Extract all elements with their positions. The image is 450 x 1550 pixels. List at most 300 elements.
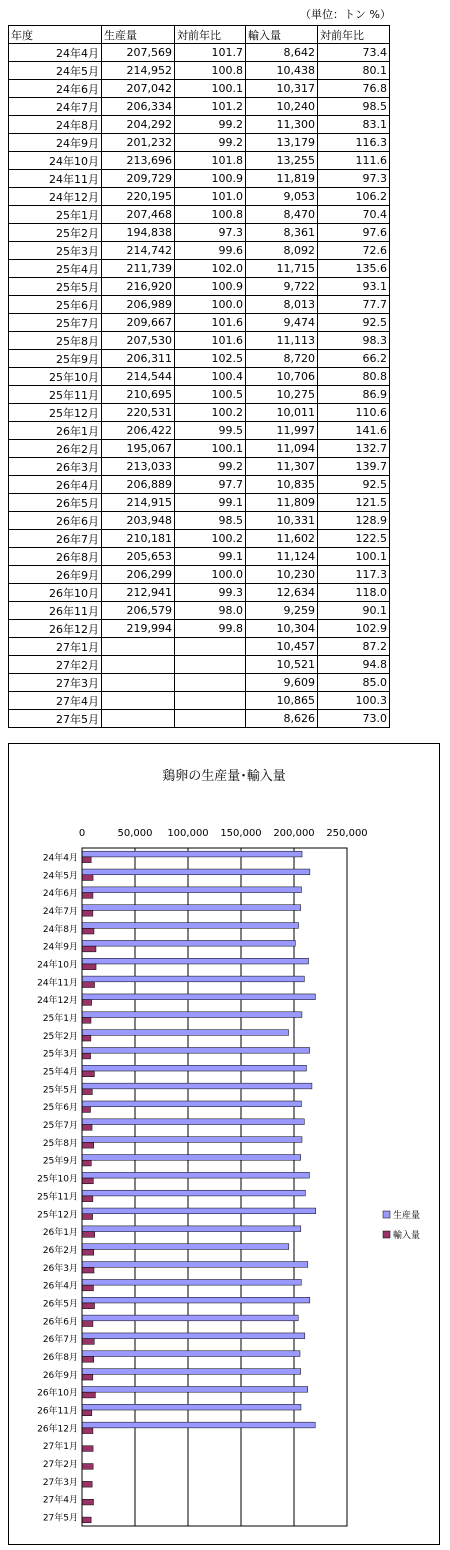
header-fiscal-month: 年度 bbox=[9, 26, 102, 44]
cell-month: 25年5月 bbox=[9, 278, 102, 296]
cell-production-yoy: 100.2 bbox=[175, 530, 246, 548]
cell-imports-yoy: 100.1 bbox=[318, 548, 390, 566]
table-row bbox=[9, 602, 390, 620]
cell-production: 206,422 bbox=[102, 422, 175, 440]
bar-production bbox=[82, 940, 295, 946]
table-row bbox=[9, 62, 390, 80]
table-row bbox=[9, 530, 390, 548]
cell-imports: 8,013 bbox=[246, 296, 318, 314]
cell-production bbox=[102, 692, 175, 710]
cell-imports: 10,331 bbox=[246, 512, 318, 530]
y-category-label: 27年1月 bbox=[42, 1442, 78, 1453]
cell-production: 220,195 bbox=[102, 188, 175, 206]
cell-imports-yoy: 117.3 bbox=[318, 566, 390, 584]
y-category-label: 25年9月 bbox=[42, 1156, 78, 1167]
table-row bbox=[9, 332, 390, 350]
legend bbox=[383, 1209, 420, 1241]
bar-imports bbox=[82, 964, 96, 970]
y-axis-labels bbox=[37, 851, 78, 1523]
bar-imports bbox=[82, 946, 96, 952]
header-production-yoy: 対前年比 bbox=[175, 26, 246, 44]
cell-imports-yoy: 77.7 bbox=[318, 296, 390, 314]
bar-imports bbox=[82, 982, 95, 988]
cell-month: 26年6月 bbox=[9, 512, 102, 530]
cell-production-yoy: 100.0 bbox=[175, 296, 246, 314]
bar-production bbox=[82, 1351, 300, 1357]
cell-imports-yoy: 86.9 bbox=[318, 386, 390, 404]
cell-month: 26年4月 bbox=[9, 476, 102, 494]
cell-production-yoy bbox=[175, 638, 246, 656]
cell-production-yoy: 99.2 bbox=[175, 458, 246, 476]
cell-imports: 10,438 bbox=[246, 62, 318, 80]
x-tick-label: 50,000 bbox=[117, 828, 153, 839]
cell-production-yoy: 99.2 bbox=[175, 134, 246, 152]
bar-production bbox=[82, 1047, 310, 1053]
cell-imports-yoy: 66.2 bbox=[318, 350, 390, 368]
chart-title: 鶏卵の生産量･輸入量 bbox=[162, 769, 286, 784]
x-tick-label: 100,000 bbox=[167, 828, 209, 839]
bar-production bbox=[82, 1422, 315, 1428]
cell-month: 26年1月 bbox=[9, 422, 102, 440]
y-category-label: 27年2月 bbox=[42, 1460, 78, 1471]
cell-production-yoy: 99.8 bbox=[175, 620, 246, 638]
bar-production bbox=[82, 1083, 312, 1089]
cell-imports-yoy: 106.2 bbox=[318, 188, 390, 206]
cell-production-yoy: 99.6 bbox=[175, 242, 246, 260]
bar-imports bbox=[82, 1018, 91, 1024]
cell-imports: 10,240 bbox=[246, 98, 318, 116]
table-row bbox=[9, 566, 390, 584]
table-row bbox=[9, 296, 390, 314]
bar-imports bbox=[82, 1160, 91, 1166]
y-category-label: 24年7月 bbox=[42, 906, 78, 917]
table-row bbox=[9, 512, 390, 530]
cell-production: 213,696 bbox=[102, 152, 175, 170]
table-row bbox=[9, 242, 390, 260]
bar-production bbox=[82, 1155, 301, 1161]
x-axis-ticks bbox=[79, 828, 368, 839]
table-body bbox=[9, 44, 390, 728]
cell-production-yoy: 102.0 bbox=[175, 260, 246, 278]
cell-production: 207,569 bbox=[102, 44, 175, 62]
cell-imports-yoy: 80.8 bbox=[318, 368, 390, 386]
cell-production: 195,067 bbox=[102, 440, 175, 458]
cell-production-yoy: 101.7 bbox=[175, 44, 246, 62]
header-imports-yoy: 対前年比 bbox=[318, 26, 390, 44]
bar-production bbox=[82, 1137, 302, 1143]
cell-production-yoy: 99.5 bbox=[175, 422, 246, 440]
cell-month: 26年7月 bbox=[9, 530, 102, 548]
cell-imports: 11,113 bbox=[246, 332, 318, 350]
cell-month: 26年10月 bbox=[9, 584, 102, 602]
cell-imports: 8,642 bbox=[246, 44, 318, 62]
cell-production-yoy bbox=[175, 710, 246, 728]
table-row bbox=[9, 620, 390, 638]
y-category-label: 24年10月 bbox=[37, 960, 78, 971]
cell-production: 210,181 bbox=[102, 530, 175, 548]
bar-production bbox=[82, 1012, 302, 1018]
cell-production: 206,311 bbox=[102, 350, 175, 368]
cell-imports: 9,259 bbox=[246, 602, 318, 620]
cell-production-yoy: 99.1 bbox=[175, 548, 246, 566]
bar-production bbox=[82, 1369, 301, 1375]
cell-month: 25年3月 bbox=[9, 242, 102, 260]
cell-production: 207,468 bbox=[102, 206, 175, 224]
table-row bbox=[9, 386, 390, 404]
cell-imports: 10,011 bbox=[246, 404, 318, 422]
cell-production: 214,544 bbox=[102, 368, 175, 386]
cell-month: 26年9月 bbox=[9, 566, 102, 584]
cell-imports: 13,255 bbox=[246, 152, 318, 170]
cell-month: 26年3月 bbox=[9, 458, 102, 476]
cell-production: 212,941 bbox=[102, 584, 175, 602]
y-category-label: 24年11月 bbox=[37, 978, 78, 989]
table-row bbox=[9, 494, 390, 512]
bar-imports bbox=[82, 1374, 93, 1380]
bar-imports bbox=[82, 1321, 93, 1327]
y-category-label: 27年5月 bbox=[42, 1513, 78, 1524]
cell-production-yoy: 102.5 bbox=[175, 350, 246, 368]
cell-month: 25年8月 bbox=[9, 332, 102, 350]
table-row bbox=[9, 476, 390, 494]
cell-production: 214,742 bbox=[102, 242, 175, 260]
table-row bbox=[9, 116, 390, 134]
bar-imports bbox=[82, 1071, 94, 1077]
cell-imports-yoy: 98.5 bbox=[318, 98, 390, 116]
bar-production bbox=[82, 887, 301, 893]
y-category-label: 24年4月 bbox=[42, 853, 78, 864]
cell-production: 206,299 bbox=[102, 566, 175, 584]
cell-month: 26年12月 bbox=[9, 620, 102, 638]
cell-month: 24年12月 bbox=[9, 188, 102, 206]
cell-production-yoy: 100.1 bbox=[175, 440, 246, 458]
cell-production-yoy: 100.4 bbox=[175, 368, 246, 386]
y-category-label: 25年8月 bbox=[42, 1138, 78, 1149]
cell-imports: 13,179 bbox=[246, 134, 318, 152]
cell-month: 27年1月 bbox=[9, 638, 102, 656]
cell-production: 204,292 bbox=[102, 116, 175, 134]
cell-production: 216,920 bbox=[102, 278, 175, 296]
cell-imports: 9,053 bbox=[246, 188, 318, 206]
cell-month: 26年8月 bbox=[9, 548, 102, 566]
cell-imports: 10,865 bbox=[246, 692, 318, 710]
cell-imports-yoy: 83.1 bbox=[318, 116, 390, 134]
cell-imports: 11,602 bbox=[246, 530, 318, 548]
cell-month: 27年3月 bbox=[9, 674, 102, 692]
table-row bbox=[9, 458, 390, 476]
y-category-label: 26年6月 bbox=[42, 1317, 78, 1328]
bar-production bbox=[82, 1244, 289, 1250]
cell-imports-yoy: 90.1 bbox=[318, 602, 390, 620]
bar-imports bbox=[82, 1107, 90, 1113]
table-row bbox=[9, 350, 390, 368]
table-row bbox=[9, 368, 390, 386]
cell-imports-yoy: 73.0 bbox=[318, 710, 390, 728]
cell-production: 213,033 bbox=[102, 458, 175, 476]
bar-production bbox=[82, 1279, 301, 1285]
cell-imports-yoy: 139.7 bbox=[318, 458, 390, 476]
table-row bbox=[9, 548, 390, 566]
bar-imports bbox=[82, 928, 94, 934]
bar-production bbox=[82, 1065, 306, 1071]
cell-imports: 10,706 bbox=[246, 368, 318, 386]
cell-imports: 11,124 bbox=[246, 548, 318, 566]
bar-production bbox=[82, 1119, 304, 1125]
table-row bbox=[9, 224, 390, 242]
cell-imports-yoy: 110.6 bbox=[318, 404, 390, 422]
legend-swatch bbox=[383, 1211, 390, 1218]
bar-imports bbox=[82, 1464, 93, 1470]
cell-production-yoy: 101.2 bbox=[175, 98, 246, 116]
cell-month: 27年2月 bbox=[9, 656, 102, 674]
cell-production-yoy: 101.6 bbox=[175, 332, 246, 350]
cell-month: 24年11月 bbox=[9, 170, 102, 188]
cell-production-yoy: 99.3 bbox=[175, 584, 246, 602]
cell-production: 194,838 bbox=[102, 224, 175, 242]
data-table bbox=[8, 25, 390, 728]
cell-month: 25年10月 bbox=[9, 368, 102, 386]
y-category-label: 25年1月 bbox=[42, 1014, 78, 1024]
bar-imports bbox=[82, 1232, 95, 1238]
bar-production bbox=[82, 1226, 301, 1232]
bar-imports bbox=[82, 1410, 92, 1416]
table-row bbox=[9, 692, 390, 710]
cell-imports-yoy: 141.6 bbox=[318, 422, 390, 440]
y-category-label: 26年5月 bbox=[42, 1299, 78, 1310]
unit-note: （単位：トン %） bbox=[300, 8, 391, 21]
cell-production: 210,695 bbox=[102, 386, 175, 404]
cell-month: 25年7月 bbox=[9, 314, 102, 332]
cell-month: 24年8月 bbox=[9, 116, 102, 134]
cell-production-yoy: 100.0 bbox=[175, 566, 246, 584]
cell-imports: 10,457 bbox=[246, 638, 318, 656]
cell-imports-yoy: 121.5 bbox=[318, 494, 390, 512]
cell-imports: 10,835 bbox=[246, 476, 318, 494]
table-row bbox=[9, 206, 390, 224]
cell-imports: 11,819 bbox=[246, 170, 318, 188]
cell-production-yoy bbox=[175, 674, 246, 692]
bar-chart bbox=[9, 744, 439, 1544]
bar-production bbox=[82, 1030, 289, 1036]
table-row bbox=[9, 656, 390, 674]
cell-production: 206,989 bbox=[102, 296, 175, 314]
cell-production: 205,653 bbox=[102, 548, 175, 566]
y-category-label: 26年9月 bbox=[42, 1370, 78, 1381]
cell-month: 24年4月 bbox=[9, 44, 102, 62]
cell-imports-yoy: 76.8 bbox=[318, 80, 390, 98]
bar-imports bbox=[82, 875, 93, 881]
cell-production-yoy: 98.0 bbox=[175, 602, 246, 620]
bar-production bbox=[82, 1333, 305, 1339]
cell-production-yoy: 99.1 bbox=[175, 494, 246, 512]
cell-imports: 10,304 bbox=[246, 620, 318, 638]
cell-month: 25年4月 bbox=[9, 260, 102, 278]
cell-production: 206,334 bbox=[102, 98, 175, 116]
y-category-label: 24年9月 bbox=[42, 942, 78, 953]
cell-imports: 11,809 bbox=[246, 494, 318, 512]
y-category-label: 25年12月 bbox=[37, 1210, 78, 1221]
x-tick-label: 200,000 bbox=[273, 828, 315, 839]
bar-imports bbox=[82, 910, 93, 916]
cell-production-yoy: 100.8 bbox=[175, 206, 246, 224]
y-category-label: 25年4月 bbox=[42, 1067, 78, 1078]
table-row bbox=[9, 170, 390, 188]
cell-production bbox=[102, 674, 175, 692]
table-row bbox=[9, 314, 390, 332]
cell-imports-yoy: 122.5 bbox=[318, 530, 390, 548]
bar-imports bbox=[82, 1428, 93, 1434]
cell-production-yoy: 97.3 bbox=[175, 224, 246, 242]
bar-imports bbox=[82, 1267, 94, 1273]
cell-month: 27年4月 bbox=[9, 692, 102, 710]
cell-production-yoy: 100.2 bbox=[175, 404, 246, 422]
table-header-row bbox=[9, 26, 390, 44]
bar-production bbox=[82, 923, 299, 929]
bar-imports bbox=[82, 1392, 95, 1398]
bar-production bbox=[82, 958, 309, 964]
header-production: 生産量 bbox=[102, 26, 175, 44]
cell-imports-yoy: 70.4 bbox=[318, 206, 390, 224]
y-category-label: 24年8月 bbox=[42, 924, 78, 935]
y-category-label: 24年12月 bbox=[37, 996, 78, 1007]
cell-imports: 10,230 bbox=[246, 566, 318, 584]
cell-month: 26年11月 bbox=[9, 602, 102, 620]
bar-imports bbox=[82, 1285, 93, 1291]
cell-production: 209,729 bbox=[102, 170, 175, 188]
cell-production-yoy: 99.2 bbox=[175, 116, 246, 134]
cell-production: 214,952 bbox=[102, 62, 175, 80]
y-category-label: 26年3月 bbox=[42, 1263, 78, 1274]
cell-production-yoy: 100.5 bbox=[175, 386, 246, 404]
bar-production bbox=[82, 994, 315, 1000]
bar-imports bbox=[82, 1446, 93, 1452]
table-row bbox=[9, 188, 390, 206]
cell-imports-yoy: 98.3 bbox=[318, 332, 390, 350]
bar-imports bbox=[82, 1142, 94, 1148]
cell-production: 211,739 bbox=[102, 260, 175, 278]
table-row bbox=[9, 674, 390, 692]
bar-imports bbox=[82, 1481, 92, 1487]
cell-imports-yoy: 116.3 bbox=[318, 134, 390, 152]
bar-production bbox=[82, 1190, 305, 1196]
y-category-label: 25年11月 bbox=[37, 1192, 78, 1203]
table-row bbox=[9, 422, 390, 440]
bar-imports bbox=[82, 857, 91, 863]
y-category-label: 25年5月 bbox=[42, 1085, 78, 1096]
cell-production bbox=[102, 710, 175, 728]
cell-imports: 9,474 bbox=[246, 314, 318, 332]
cell-month: 25年9月 bbox=[9, 350, 102, 368]
legend-label: 輸入量 bbox=[393, 1231, 421, 1241]
cell-month: 25年12月 bbox=[9, 404, 102, 422]
y-category-label: 26年10月 bbox=[37, 1388, 78, 1399]
cell-production-yoy: 101.0 bbox=[175, 188, 246, 206]
cell-imports-yoy: 92.5 bbox=[318, 314, 390, 332]
cell-production: 209,667 bbox=[102, 314, 175, 332]
cell-imports-yoy: 102.9 bbox=[318, 620, 390, 638]
cell-imports: 8,470 bbox=[246, 206, 318, 224]
cell-imports: 10,275 bbox=[246, 386, 318, 404]
table-row bbox=[9, 134, 390, 152]
y-category-label: 26年1月 bbox=[42, 1228, 78, 1239]
table-row bbox=[9, 638, 390, 656]
cell-imports-yoy: 73.4 bbox=[318, 44, 390, 62]
y-category-label: 25年7月 bbox=[42, 1121, 78, 1132]
cell-imports-yoy: 100.3 bbox=[318, 692, 390, 710]
cell-imports: 11,997 bbox=[246, 422, 318, 440]
cell-production: 220,531 bbox=[102, 404, 175, 422]
y-category-label: 27年4月 bbox=[42, 1495, 78, 1506]
bar-imports bbox=[82, 1249, 94, 1255]
table-row bbox=[9, 278, 390, 296]
cell-imports: 10,521 bbox=[246, 656, 318, 674]
y-category-label: 25年6月 bbox=[42, 1103, 78, 1114]
bar-production bbox=[82, 1262, 308, 1268]
y-category-label: 26年4月 bbox=[42, 1281, 78, 1292]
y-category-label: 26年2月 bbox=[42, 1245, 78, 1256]
table-row bbox=[9, 260, 390, 278]
cell-production-yoy: 101.8 bbox=[175, 152, 246, 170]
cell-imports-yoy: 132.7 bbox=[318, 440, 390, 458]
bar-production bbox=[82, 1386, 308, 1392]
cell-production-yoy: 97.7 bbox=[175, 476, 246, 494]
cell-production: 214,915 bbox=[102, 494, 175, 512]
cell-imports-yoy: 128.9 bbox=[318, 512, 390, 530]
table-row bbox=[9, 152, 390, 170]
bar-imports bbox=[82, 1196, 93, 1202]
cell-imports: 12,634 bbox=[246, 584, 318, 602]
cell-imports-yoy: 85.0 bbox=[318, 674, 390, 692]
cell-production: 207,042 bbox=[102, 80, 175, 98]
bar-production bbox=[82, 869, 310, 875]
bar-production bbox=[82, 1404, 301, 1410]
cell-month: 24年10月 bbox=[9, 152, 102, 170]
cell-imports-yoy: 111.6 bbox=[318, 152, 390, 170]
cell-imports: 8,361 bbox=[246, 224, 318, 242]
y-category-label: 25年3月 bbox=[42, 1049, 78, 1060]
bars bbox=[82, 851, 316, 1523]
bar-production bbox=[82, 1315, 298, 1321]
cell-imports: 8,092 bbox=[246, 242, 318, 260]
cell-imports: 8,720 bbox=[246, 350, 318, 368]
bar-imports bbox=[82, 1357, 94, 1363]
cell-imports-yoy: 94.8 bbox=[318, 656, 390, 674]
cell-month: 24年5月 bbox=[9, 62, 102, 80]
bar-production bbox=[82, 1101, 301, 1107]
cell-imports-yoy: 80.1 bbox=[318, 62, 390, 80]
cell-imports-yoy: 118.0 bbox=[318, 584, 390, 602]
cell-month: 24年6月 bbox=[9, 80, 102, 98]
cell-production-yoy: 98.5 bbox=[175, 512, 246, 530]
cell-production bbox=[102, 638, 175, 656]
cell-production: 219,994 bbox=[102, 620, 175, 638]
x-tick-label: 150,000 bbox=[220, 828, 262, 839]
cell-imports-yoy: 72.6 bbox=[318, 242, 390, 260]
y-category-label: 26年12月 bbox=[37, 1424, 78, 1435]
bar-imports bbox=[82, 1089, 92, 1095]
cell-production: 206,579 bbox=[102, 602, 175, 620]
cell-production: 203,948 bbox=[102, 512, 175, 530]
table-row bbox=[9, 584, 390, 602]
bar-imports bbox=[82, 1517, 91, 1523]
cell-production: 207,530 bbox=[102, 332, 175, 350]
bar-production bbox=[82, 1172, 309, 1178]
bar-imports bbox=[82, 1000, 92, 1006]
y-category-label: 26年11月 bbox=[37, 1406, 78, 1417]
cell-imports-yoy: 97.3 bbox=[318, 170, 390, 188]
bar-production bbox=[82, 976, 304, 982]
bar-imports bbox=[82, 1125, 92, 1131]
